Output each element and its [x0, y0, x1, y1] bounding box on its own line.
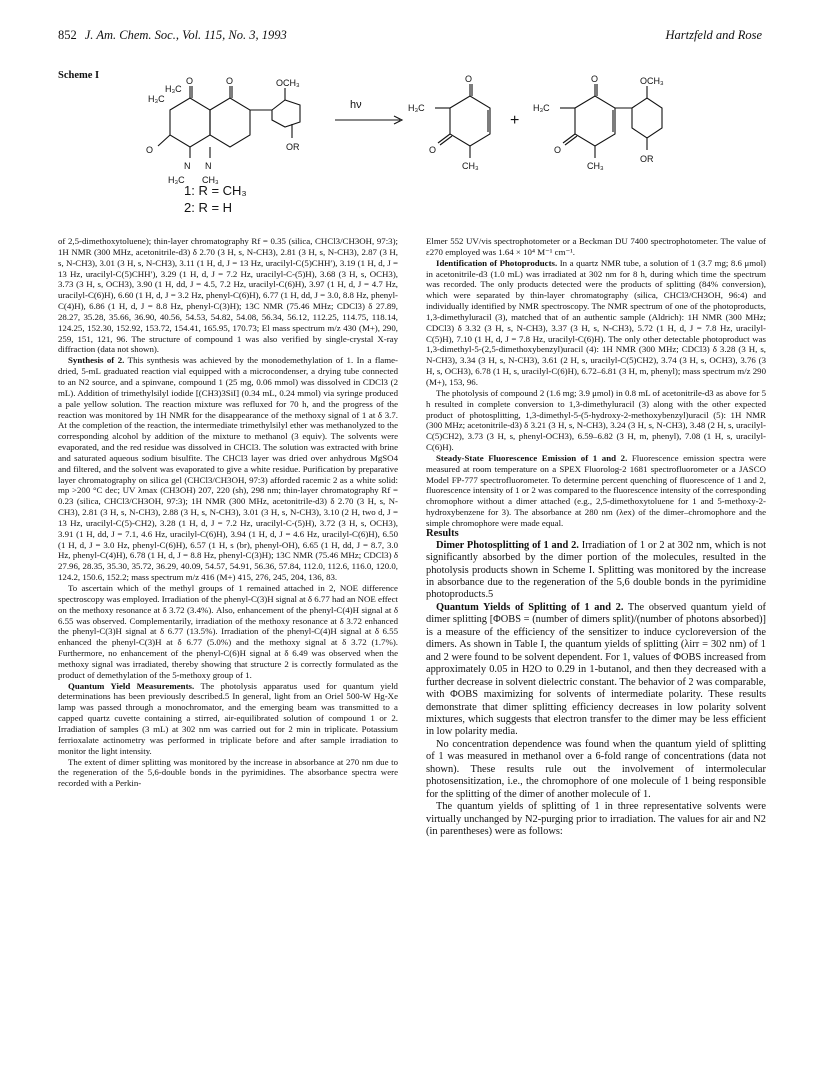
paragraph: To ascertain which of the methyl groups of 1 remained attached in 2, NOE difference spectroscopy was employed. Irradiation of the phenyl-C(3)H signal at δ 6.77 had an NOE effect on the methoxy resonance at δ 3.72 (3.4%). Also, enhancement of the phenyl-C(4)H signal at δ 6.55 was observed. Complementarily, irradiation of the methoxy resonance at δ 3.72 enhanced the phenyl-C(3)H signal at δ 6.77 (13.5%). Irradiation of the phenyl-C(4)H signal at δ 6.55 enhanced the phenyl-C(3)H at δ 6.77 (5.0%) and the methoxy signal at δ 3.72 (1.7%). Furthermore, no enhancement of the phenyl-C(6)H signal at δ 6.49 was observed when the methoxy signal was irradiated, thereby showing that structure 2 is correctly formulated as the product of demethylation of the 5-methoxy group of 1. — [58, 583, 398, 680]
dimer-label-or: OR — [286, 142, 300, 152]
product2-label-o1: O — [591, 74, 599, 84]
paragraph: The quantum yields of splitting of 1 in three representative solvents were virtually unchanged by N2-purging prior to irradiation. The values for air and N2 (in parentheses) were as follows: — [426, 801, 766, 838]
paragraph — [426, 540, 766, 602]
paragraph: Elmer 552 UV/vis spectrophotometer or a Beckman DU 7400 spectrophotometer. The value of ε270 employed was 1.64 × 10⁴ M⁻¹ cm⁻¹. — [426, 236, 766, 257]
paragraph — [58, 355, 398, 583]
product-label-h3c: H₃C — [408, 103, 425, 113]
compound-1-label: 1: R = CH₃ — [184, 183, 247, 198]
dimer-label-n: N — [184, 161, 191, 171]
dimer-structure — [158, 86, 300, 158]
header-left — [58, 28, 287, 43]
paragraph-body: Irradiation of 1 or 2 at 302 nm, which is not significantly absorbed by the dimer portion of the molecules, resulted in the photolysis products shown in Scheme I. Splitting was monitored by the increase in absorbance due to the regeneration of the 5,6 double bonds in the pyrimidine photoproducts.5 — [426, 539, 767, 601]
paragraph: No concentration dependence was found when the quantum yield of splitting of 1 was measured in methanol over a 6-fold range of concentrations (data not shown). These results rule out the involvement of intermolecular photosensitization, i.e., the chromophore of one molecule of 1 being responsible for the splitting of the dimer of another molecule of 1. — [426, 738, 766, 800]
page-header — [58, 28, 762, 46]
paragraph — [426, 258, 766, 388]
left-column — [58, 236, 398, 1048]
product2-label-och3: OCH₃ — [640, 76, 664, 86]
product2-label-o2: O — [554, 145, 562, 155]
paragraph — [426, 602, 766, 739]
paragraph-heading: Quantum Yield Measurements. — [68, 680, 195, 691]
paragraph — [58, 681, 398, 757]
dimer-label-n2: N — [205, 161, 212, 171]
right-column — [426, 236, 766, 1048]
paragraph-body: This synthesis was achieved by the monodemethylation of 1. In a flame-dried, 5-mL graduated reaction vial equipped with a microcondenser, a drying tube connected to an N2 source, and a spinvane, compound 1 (25 mg, 0.06 mmol) was dissolved in CDCl3 (2 mL). Addition of trimethylsilyl iodide [(CH3)3SiI] (0.34 mL, 0.24 mmol) via syringe produced a pale yellow solution. The reaction mixture was refluxed for 70 h, and the progress of the reaction was monitored by 1H NMR for the disappearance of the methoxy signal of 1 at δ 3.7. At the completion of the reaction, the intermediate trimethylsilyl ether was methanolyzed to the corresponding alcohol by addition of the mixture to methanol (3 equiv). The solvents were evaporated, and the red residue was dissolved in CHCl3. The solution was extracted with brine and saturated aqueous sodium bisulfite. The CHCl3 layer was dried over anhydrous MgSO4 and filtered, and the solvent was evaporated to give a white residue. Purification by preparative layer chromatography on silica gel (CHCl3/CH3OH, 97:3) afforded racemic 2 as a white solid: mp >200 °C dec; UV λmax (CH3OH) 207, 220 (sh), 298 nm; thin-layer chromatography Rf = 0.23 (silica, CHCl3/CH3OH, 97:3); 1H NMR (300 MHz, acetonitrile-d3) δ 2.70 (3 H, s, N-CH3), 2.81 (3 H, s, N-CH3), 2.88 (3 H, s, N-CH3), 3.01 (3 H, s, N-CH3), 3.10 (2 H, two d, J = 13 Hz, uracilyl-C(5)-CH2), 3.28 (1 H, d, J = 7.2 Hz, uracilyl-C-(5)H), 3.72 (3 H, s, OCH3), 3.91 (1 H, dd, J = 7.1, 4.6 Hz, uracilyl-C(6)H), 3.94 (1 H, d, J = 4.6 Hz, uracilyl-C(6)H), 6.50 (1 H, d, J = 3.0 Hz, phenyl-C(6)H), 6.57 (1 H, s (br), phenyl-OH), 6.65 (1 H, dd, J = 8.7, 3.0 Hz, phenyl-C(4)H), 6.78 (1 H, d, J = 8.8 Hz, phenyl-C(3)H); 13C NMR (75.46 MHz; CDCl3) δ 27.96, 28.35, 35.30, 35.72, 36.29, 40.09, 54.57, 54.91, 56.36, 57.84, 112.0, 112.6, 116.0, 120.0, 124.2, 150.6, 152.2; mass spectrum m/z 416 (M+) 415, 276, 245, 204, 136, 83. — [58, 355, 398, 583]
compound-2-label: 2: R = H — [184, 200, 233, 215]
scheme-title: Scheme I — [58, 70, 100, 81]
paragraph-heading: Identification of Photoproducts. — [436, 257, 558, 268]
journal-citation: J. Am. Chem. Soc., Vol. 115, No. 3, 1993 — [84, 28, 287, 42]
paragraph-heading: Steady-State Fluorescence Emission of 1 and 2. — [436, 452, 628, 463]
section-heading-results: Results — [426, 527, 459, 539]
arrow-label: hν — [350, 99, 362, 111]
running-authors: Hartzfeld and Rose — [665, 28, 762, 42]
page-number: 852 — [58, 28, 77, 42]
dimer-label-o3: O — [146, 145, 154, 155]
paragraph-body: The photolysis apparatus used for quantum yield determinations has been previously described.5 In general, light from an Oriel 500-W Hg-Xe lamp was passed through a monochromator, and the emerging beam was transmitted to a capped quartz cuvette containing a stirred, air-equilibrated solution of compound 1 or 2. Irradiation of samples (3 mL) at 302 nm was carried out for 2 min in triplicate. Potassium ferrioxalate actinometry was performed in triplicate before and after sample irradiation to monitor the light intensity. — [58, 680, 398, 756]
paragraph-body: Fluorescence emission spectra were measured at room temperature on a SPEX Fluorolog-2 1681 spectrofluorometer or a JASCO Model FP-777 spectrofluorometer. To determine percent quenching of fluorescence of 1 and 2, fluorescence intensity of 1 or 2 was compared to the fluorescence intensity of the corresponding chromophore without a dimer attached (e.g., 2,5-dimethoxytoluene for 1 and 5-methoxy-2-hydroxybenzene for 3). The absorbance at 280 nm (λex) of the dimer–chromophore and the simple chromophore were made equal. — [426, 452, 766, 528]
dimer-label-h3c-top: H₃C — [165, 84, 182, 94]
plus-sign: + — [510, 112, 520, 129]
product-label-o1: O — [465, 74, 473, 84]
paragraph — [426, 453, 766, 529]
paragraph: The photolysis of compound 2 (1.6 mg; 3.9 μmol) in 0.8 mL of acetonitrile-d3 as above for 5 h resulted in complete conversion to 1,3-dimethyluracil (3) along with the other expected product of photosplitting, 1,3-dimethyl-5-(5-hydroxy-2-methoxybenzyl)uracil (5): 1H NMR (300 MHz; acetonitrile-d3) δ 3.21 (3 H, s, N-CH3), 3.24 (3 H, s, N-CH3), 3.48 (2 H, s, uracilyl-C(5)CH2), 3.73 (3 H, s, phenyl-OCH3), 6.59–6.82 (3 H, m, phenyl), 7.08 (1 H, s, uracilyl-C(6)H). — [426, 387, 766, 453]
paragraph-heading: Quantum Yields of Splitting of 1 and 2. — [436, 601, 624, 613]
paragraph: The extent of dimer splitting was monitored by the increase in absorbance at 270 nm due to the regeneration of the 5,6-double bonds in the pyrimidines. The absorbance spectra were recorded with a Perkin- — [58, 756, 398, 789]
product-dimethyluracil — [435, 84, 490, 158]
dimer-label-o2: O — [226, 76, 234, 86]
results-body — [426, 540, 766, 839]
dimer-label-h3c-bottom: H₃C — [168, 175, 185, 185]
paragraph-body: The observed quantum yield of dimer splitting [ΦOBS = (number of dimers split)/(number of photons absorbed)] is a measure of the efficiency of the sensitizer to induce cycloreversion of the dimers. As shown in Table I, the quantum yields of splitting (λirr = 302 nm) of 1 and 2 were found to be solvent dependent. For 1, values of ΦOBS increased from approximately 0.05 in H2O to 0.29 in 1-butanol, and then they decreased with a further decrease in solvent dielectric constant. The behavior of 2 was comparable, with ΦOBS maximizing for solvents of intermediate polarity. These results demonstrate that dimer splitting efficiency decreases in low polarity solvent mixtures, which suggests that electron transfer to the dimer may be less efficient in low polarity media. — [426, 601, 766, 738]
product-label-o2: O — [429, 145, 437, 155]
dimer-label-o1: O — [186, 76, 194, 86]
dimer-label-ch3-bottom: CH₃ — [202, 175, 219, 185]
reaction-arrow — [335, 116, 402, 124]
product-benzyluracil — [560, 84, 662, 158]
paragraph: of 2,5-dimethoxytoluene); thin-layer chromatography Rf = 0.35 (silica, CHCl3/CH3OH, 97:3); 1H NMR (300 MHz, acetonitrile-d3) δ 2.70 (3 H, s, N-CH3), 2.81 (3 H, s, N-CH3), 2.87 (3 H, s, N-CH3), 3.01 (3 H, s, N-CH3), 3.11 (1 H, d, J = 13 Hz, uracilyl-C(5)CHH′), 3.19 (1 H, d, J = 13 Hz, uracilyl-C(5)CHH′), 3.29 (1 H, d, J = 7.2 Hz, uracilyl-C-(5)H), 3.68 (3 H, s, OCH3), 3.73 (3 H, s, OCH3), 3.90 (1 H, dd, J = 4.5, 7.2 Hz, uracilyl-C(6)H), 3.97 (1 H, d, J = 4.7 Hz, uracilyl-C(6)H), 6.60 (1 H, d, J = 3.2 Hz, phenyl-C(6)H), 6.77 (1 H, dd, J = 3.0, 8.8 Hz, phenyl-C(4)H), 6.86 (1 H, d, J = 8.8 Hz, phenyl-C(3)H); 13C NMR (75.46 MHz; CDCl3) δ 27.89, 28.27, 35.28, 35.66, 36.90, 40.56, 54.53, 54.82, 54.08, 56.34, 56.12, 112.25, 114.75, 118.14, 124.25, 152.30, 152.92, 153.72, 154.41, 165.95, 170.73; El mass spectrum m/z 430 (M+), 290, 259, 151, 121, 96. The structure of compound 1 was also verified by single-crystal X-ray diffraction (data not shown). — [58, 236, 398, 355]
product-label-ch3: CH₃ — [462, 161, 479, 171]
product2-label-or: OR — [640, 154, 654, 164]
product2-label-h3c: H₃C — [533, 103, 550, 113]
paragraph-heading: Dimer Photosplitting of 1 and 2. — [436, 539, 579, 551]
product2-label-ch3: CH₃ — [587, 161, 604, 171]
dimer-label-och3: OCH₃ — [276, 78, 300, 88]
paragraph-body: In a quartz NMR tube, a solution of 1 (3.7 mg; 8.6 μmol) in acetonitrile-d3 (1.0 mL) was irradiated at 302 nm for 8 h, during which time the spectrum was recorded. The only products detected were the products of splitting (84% conversion), which were separated by thin-layer chromatography (silica, CHCl3/CH3OH, 96:4) and individually identified by NMR spectroscopy. The NMR spectrum of one of the photoproducts, 1,3-dimethyluracil (3), matched that of an authentic sample (Aldrich): 1H NMR (300 MHz; CDCl3) δ 3.32 (3 H, s, N-CH3), 3.37 (3 H, s, N-CH3), 5.72 (1 H, d, J = 7.8 Hz, uracilyl-C(5)H), 7.10 (1 H, d, J = 7.8 Hz, uracilyl-C(6)H). The only other detectable photoproduct was 1,3-dimethyl-5-(2,5-dimethoxybenzyl)uracil (4): 1H NMR (300 MHz; CDCl3) δ 3.28 (3 H, s, N-CH3), 3.34 (3 H, s, N-CH3), 3.61 (2 H, s, uracilyl-C(5)CH2), 3.74 (3 H, s, OCH3), 3.76 (3 H, s, OCH3), 6.78 (1 H, s, uracilyl-C(6)H), 6.72–6.81 (3 H, m, phenyl); mass spectrum m/z 290 (M+), 153, 96. — [426, 257, 766, 387]
paragraph-heading: Synthesis of 2. — [68, 355, 125, 366]
dimer-label-h3c: H₃C — [148, 94, 165, 104]
